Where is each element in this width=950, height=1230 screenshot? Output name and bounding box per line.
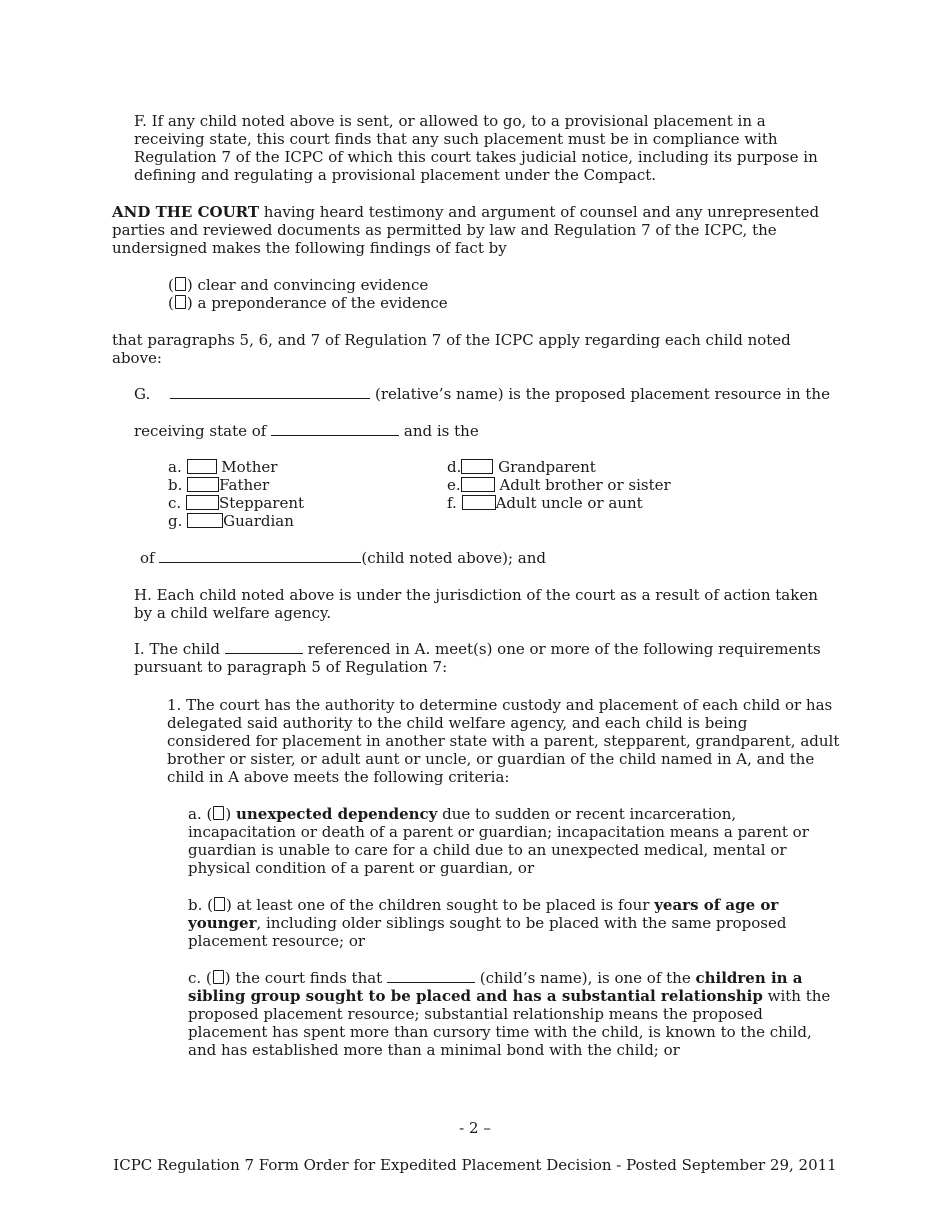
text-line: by a child welfare agency. xyxy=(134,604,332,622)
text-line: above: xyxy=(112,349,162,367)
evidence-option-clear: ( ) clear and convincing evidence xyxy=(168,276,429,294)
text-span: a. ( xyxy=(188,805,213,823)
text-line: guardian is unable to care for a child due to an unexpected medical, mental or xyxy=(188,841,787,859)
text-span: due to sudden or recent incarceration, xyxy=(437,805,737,823)
guardian-checkbox[interactable] xyxy=(187,513,223,528)
text-line: receiving state, this court finds that any such placement must be in compliance with xyxy=(134,130,778,148)
option-label: ) clear and convincing evidence xyxy=(186,276,429,294)
text-line: physical condition of a parent or guardian, or xyxy=(188,859,535,877)
text-span: and is the xyxy=(399,422,479,440)
relation-stepparent xyxy=(168,494,304,512)
text-line xyxy=(188,914,786,932)
text-line: incapacitation or death of a parent or guardian; incapacitation means a parent or xyxy=(188,823,809,841)
criterion-c xyxy=(188,969,830,1059)
relation-label: Adult uncle or aunt xyxy=(495,494,643,512)
relation-mother xyxy=(168,458,277,476)
text-span: (child’s name), is one of the xyxy=(474,969,696,987)
relation-label: Mother xyxy=(221,458,278,476)
text-line: defining and regulating a provisional placement under the Compact. xyxy=(134,166,657,184)
paragraph-h xyxy=(134,586,818,622)
preponderance-checkbox[interactable] xyxy=(175,295,186,309)
text-line: placement has spent more than cursory time with the child, is known to the child, xyxy=(188,1023,812,1041)
relation-label: Stepparent xyxy=(218,494,305,512)
clear-evidence-checkbox[interactable] xyxy=(175,277,186,291)
age-checkbox[interactable] xyxy=(214,897,225,911)
text-line: H. Each child noted above is under the jurisdiction of the court as a result of action taken xyxy=(134,586,818,604)
text-line: a. ( ) unexpected dependency due to sudden or recent incarceration, xyxy=(188,805,737,823)
letter: b. xyxy=(168,476,183,494)
text-line: Regulation 7 of the ICPC of which this court takes judicial notice, including its purpose in xyxy=(134,148,818,166)
paragraph-g-line1 xyxy=(134,385,830,403)
text-line: that paragraphs 5, 6, and 7 of Regulation 7 of the ICPC apply regarding each child noted xyxy=(112,331,791,349)
child-name-field[interactable] xyxy=(159,549,361,563)
text-line: and has established more than a minimal bond with the child; or xyxy=(188,1041,680,1059)
text-line: considered for placement in another state with a parent, stepparent, grandparent, adult xyxy=(167,732,840,750)
bold-term: years of age or xyxy=(654,896,779,914)
relation-adult-uncle-aunt xyxy=(447,494,643,512)
option-label: ) a preponderance of the evidence xyxy=(186,294,448,312)
text-span: I. The child xyxy=(134,640,225,658)
text-span: having heard testimony and argument of counsel and any unrepresented xyxy=(259,203,820,221)
item-1 xyxy=(167,696,839,786)
uncle-aunt-checkbox[interactable] xyxy=(462,495,496,510)
court-heading: AND THE COURT xyxy=(112,203,260,221)
g-label: G. xyxy=(134,385,151,403)
relation-grandparent xyxy=(447,458,596,476)
text-span: of xyxy=(140,549,160,567)
bold-term: unexpected dependency xyxy=(235,805,438,823)
relative-name-field[interactable] xyxy=(170,385,370,399)
letter: e. xyxy=(447,476,461,494)
child-name-field[interactable] xyxy=(387,969,475,983)
bold-term: children in a xyxy=(695,969,803,987)
text-line xyxy=(112,203,819,221)
paragraphs-apply xyxy=(112,331,791,367)
relation-label: Grandparent xyxy=(498,458,596,476)
text-span: receiving state of xyxy=(134,422,272,440)
text-line: brother or sister, or adult aunt or uncle, or guardian of the child named in A, and the xyxy=(167,750,815,768)
text-span: referenced in A. meet(s) one or more of the following requirements xyxy=(302,640,821,658)
relation-guardian xyxy=(168,512,294,530)
relation-label: Adult brother or sister xyxy=(499,476,671,494)
text-span: , including older siblings sought to be placed with the same proposed xyxy=(256,914,787,932)
letter: c. xyxy=(168,494,182,512)
relation-label: Guardian xyxy=(223,512,294,530)
receiving-state-field[interactable] xyxy=(271,422,399,436)
paragraph-f xyxy=(134,112,818,184)
letter: f. xyxy=(447,494,457,512)
text-span: ) at least one of the children sought to be placed is four xyxy=(226,896,655,914)
text-span: b. ( xyxy=(188,896,213,914)
text-line xyxy=(134,640,821,658)
letter: a. xyxy=(168,458,182,476)
child-noted-line xyxy=(140,549,546,567)
unexpected-dependency-checkbox[interactable] xyxy=(213,806,224,820)
paragraph-i xyxy=(134,640,821,676)
criterion-b xyxy=(188,896,786,950)
text-line xyxy=(188,969,830,987)
text-span: ) the court finds that xyxy=(224,969,387,987)
father-checkbox[interactable] xyxy=(187,477,219,492)
text-line: pursuant to paragraph 5 of Regulation 7: xyxy=(134,658,448,676)
relation-label: Father xyxy=(219,476,270,494)
footer-text: ICPC Regulation 7 Form Order for Expedited Placement Decision - Posted September 29, 2011 xyxy=(113,1156,837,1174)
text-line: undersigned makes the following findings of fact by xyxy=(112,239,507,257)
court-findings-paragraph xyxy=(112,203,819,257)
sibling-group-checkbox[interactable] xyxy=(213,970,224,984)
text-line: F. If any child noted above is sent, or allowed to go, to a provisional placement in a xyxy=(134,112,766,130)
stepparent-checkbox[interactable] xyxy=(186,495,219,510)
text-line xyxy=(188,896,786,914)
mother-checkbox[interactable] xyxy=(187,459,217,474)
letter: g. xyxy=(168,512,183,530)
criterion-a xyxy=(188,805,809,877)
text-line: parties and reviewed documents as permitted by law and Regulation 7 of the ICPC, the xyxy=(112,221,777,239)
text-line: delegated said authority to the child welfare agency, and each child is being xyxy=(167,714,748,732)
text-span: (child noted above); and xyxy=(361,549,547,567)
text-line: placement resource; or xyxy=(188,932,366,950)
bold-term: sibling group sought to be placed and has a substantial relationship xyxy=(188,987,763,1005)
text-span: (relative’s name) is the proposed placement resource in the xyxy=(370,385,830,403)
text-span: with the xyxy=(762,987,831,1005)
text-line: proposed placement resource; substantial relationship means the proposed xyxy=(188,1005,763,1023)
grandparent-checkbox[interactable] xyxy=(461,459,493,474)
adult-sibling-checkbox[interactable] xyxy=(461,477,495,492)
page-number: - 2 – xyxy=(459,1119,491,1137)
bold-term: younger xyxy=(188,914,257,932)
text-line xyxy=(188,987,830,1005)
relation-father xyxy=(168,476,269,494)
child-field[interactable] xyxy=(225,640,303,654)
letter: d. xyxy=(447,458,462,476)
text-line: child in A above meets the following criteria: xyxy=(167,768,510,786)
evidence-option-preponderance: ( ) a preponderance of the evidence xyxy=(168,294,448,312)
relation-adult-sibling xyxy=(447,476,671,494)
text-line: 1. The court has the authority to determine custody and placement of each child or has xyxy=(167,696,833,714)
paragraph-g-line2 xyxy=(134,422,479,440)
text-span: c. ( xyxy=(188,969,212,987)
